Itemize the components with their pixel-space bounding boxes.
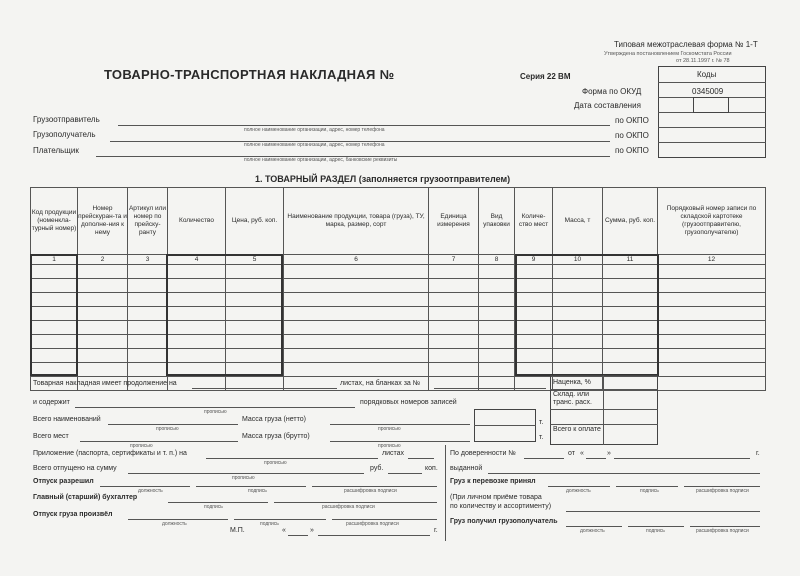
table-cell[interactable]: [78, 279, 128, 293]
table-cell[interactable]: [658, 279, 766, 293]
total-shipped-field[interactable]: [128, 473, 364, 474]
table-cell[interactable]: [658, 363, 766, 377]
header-cell: Артикул или номер по прейску-ранту: [128, 188, 168, 255]
codes-title: Коды: [697, 70, 717, 79]
column-number: 6: [284, 255, 429, 265]
table-cell[interactable]: [284, 349, 429, 363]
form-type-label: Типовая межотраслевая форма № 1-Т: [614, 40, 758, 49]
table-cell[interactable]: [284, 335, 429, 349]
column-number: 5: [226, 255, 284, 265]
table-cell[interactable]: [515, 293, 553, 307]
table-cell[interactable]: [128, 279, 168, 293]
table-cell[interactable]: [603, 265, 658, 279]
table-cell[interactable]: [168, 349, 226, 363]
made-decoding-field[interactable]: [332, 519, 437, 520]
footer-vdivider: [445, 445, 446, 541]
table-cell[interactable]: [553, 279, 603, 293]
forms-number-field[interactable]: [434, 388, 546, 389]
table-cell[interactable]: [479, 335, 515, 349]
section-title: [255, 174, 510, 184]
warehouse-label: Склад. или транс. расх.: [553, 391, 592, 406]
table-cell[interactable]: [479, 307, 515, 321]
made-position-field[interactable]: [128, 519, 228, 520]
attorney-year-label: г.: [756, 450, 760, 457]
header-cell: Сумма, руб. коп.: [603, 188, 658, 255]
table-cell[interactable]: [226, 279, 284, 293]
table-cell[interactable]: [429, 307, 479, 321]
quote-close: »: [310, 527, 314, 534]
made-signature-field[interactable]: [234, 519, 326, 520]
table-cell[interactable]: [78, 349, 128, 363]
table-cell[interactable]: [515, 363, 553, 377]
month-field[interactable]: [318, 535, 430, 536]
accountant-decoding-hint: расшифровка подписи: [322, 504, 375, 510]
table-cell[interactable]: [658, 321, 766, 335]
column-number: 3: [128, 255, 168, 265]
received-signature-hint: подпись: [646, 528, 665, 534]
table-cell[interactable]: [128, 293, 168, 307]
total-shipped-label: Всего отпущено на сумму: [33, 465, 117, 472]
table-row: [31, 349, 766, 363]
made-decoding-hint: расшифровка подписи: [346, 521, 399, 527]
column-number: 8: [479, 255, 515, 265]
table-cell[interactable]: [603, 279, 658, 293]
table-cell[interactable]: [429, 349, 479, 363]
release-position-field[interactable]: [100, 486, 190, 487]
table-cell[interactable]: [603, 321, 658, 335]
table-cell[interactable]: [128, 349, 168, 363]
table-cell[interactable]: [31, 363, 78, 377]
table-cell[interactable]: [226, 265, 284, 279]
table-row: [31, 265, 766, 279]
accountant-decoding-field[interactable]: [274, 502, 437, 503]
payer-okpo-label: по ОКПО: [615, 146, 649, 155]
cargo-received-label: Груз получил грузополучатель: [450, 518, 558, 525]
table-cell[interactable]: [31, 265, 78, 279]
table-cell[interactable]: [429, 335, 479, 349]
table-cell[interactable]: [603, 349, 658, 363]
header-cell: Вид упаковки: [479, 188, 515, 255]
appendix-sheets-field[interactable]: [408, 458, 434, 459]
table-cell[interactable]: [429, 293, 479, 307]
table-cell[interactable]: [168, 279, 226, 293]
table-cell[interactable]: [429, 279, 479, 293]
appendix-label: Приложение (паспорта, сертификаты и т. п.) на: [33, 450, 187, 457]
table-cell[interactable]: [226, 307, 284, 321]
appendix-field[interactable]: [206, 458, 378, 459]
accepted-position-hint: должность: [566, 488, 591, 494]
payer-hint: полное наименование организации, адрес, банковские реквизиты: [244, 157, 398, 163]
total-places-hint: прописью: [130, 443, 153, 449]
records-label: порядковых номеров записей: [360, 399, 457, 406]
okud-value[interactable]: 0345009: [692, 87, 724, 96]
received-signature-field[interactable]: [628, 526, 684, 527]
consignee-hint: полное наименование организации, адрес, номер телефона: [244, 142, 385, 148]
continuation-field[interactable]: [192, 388, 337, 389]
net-weight-hint: прописью: [378, 426, 401, 432]
contains-hint: прописью: [204, 409, 227, 415]
total-places-field[interactable]: [80, 441, 238, 442]
attorney-number-field[interactable]: [524, 458, 564, 459]
shipper-label: Грузоотправитель: [33, 115, 100, 124]
release-signature-field[interactable]: [196, 486, 306, 487]
contains-label: и содержит: [33, 399, 70, 406]
table-cell[interactable]: [78, 335, 128, 349]
payer-label: Плательщик: [33, 146, 79, 155]
accepted-signature-hint: подпись: [640, 488, 659, 494]
table-cell[interactable]: [658, 377, 766, 391]
shipper-field[interactable]: [118, 125, 610, 126]
table-cell[interactable]: [31, 321, 78, 335]
table-cell[interactable]: [603, 293, 658, 307]
section-title-sub: (заполняется грузоотправителем): [358, 174, 511, 184]
table-row: [31, 307, 766, 321]
consignee-label: Грузополучатель: [33, 130, 96, 139]
release-decoding-field[interactable]: [312, 486, 437, 487]
table-header-row: [31, 188, 766, 255]
weight-divider: [474, 425, 536, 426]
received-decoding-field[interactable]: [690, 526, 760, 527]
table-cell[interactable]: [31, 335, 78, 349]
table-cell[interactable]: [603, 307, 658, 321]
release-signature-hint: подпись: [248, 488, 267, 494]
total-items-hint: прописью: [156, 426, 179, 432]
section-title-main: 1. ТОВАРНЫЙ РАЗДЕЛ: [255, 174, 357, 184]
continuation-label: Товарная накладная имеет продолжение на: [33, 380, 177, 387]
table-cell[interactable]: [128, 321, 168, 335]
appendix-sheets-label: листах: [382, 450, 405, 457]
table-cell[interactable]: [515, 265, 553, 279]
accountant-signature-field[interactable]: [168, 502, 268, 503]
table-cell[interactable]: [78, 307, 128, 321]
gross-unit: т.: [539, 434, 544, 441]
gross-weight-field[interactable]: [330, 441, 470, 442]
totals-vdivider: [603, 375, 604, 445]
table-cell[interactable]: [658, 293, 766, 307]
table-cell[interactable]: [515, 349, 553, 363]
column-number: 7: [429, 255, 479, 265]
goods-body: [31, 265, 766, 391]
totals-divider: [550, 389, 658, 390]
table-cell[interactable]: [31, 307, 78, 321]
accepted-position-field[interactable]: [548, 486, 610, 487]
header-cell: Количество: [168, 188, 226, 255]
table-cell[interactable]: [553, 321, 603, 335]
table-cell[interactable]: [479, 363, 515, 377]
okud-label: Форма по ОКУД: [582, 87, 642, 96]
table-cell[interactable]: [429, 321, 479, 335]
personal-accept-line2: по количеству и ассортименту): [450, 503, 552, 510]
rub-label: руб.: [370, 465, 384, 472]
header-cell: Цена, руб. коп.: [226, 188, 284, 255]
table-cell[interactable]: [479, 265, 515, 279]
release-permitted-label: Отпуск разрешил: [33, 478, 94, 485]
header-cell: Порядковый номер записи по складской картотеке (грузоотправителю, грузополучателю): [658, 188, 766, 255]
accepted-decoding-field[interactable]: [684, 486, 760, 487]
accountant-signature-hint: подпись: [204, 504, 223, 510]
kop-label: коп.: [425, 465, 438, 472]
column-number: 10: [553, 255, 603, 265]
net-weight-label: Масса груза (нетто): [242, 416, 306, 423]
contains-field[interactable]: [75, 407, 355, 408]
attorney-day-field[interactable]: [586, 458, 606, 459]
kop-field[interactable]: [388, 473, 422, 474]
made-position-hint: должность: [162, 521, 187, 527]
table-cell[interactable]: [658, 335, 766, 349]
header-cell: Количе-ство мест: [515, 188, 553, 255]
attorney-quote-open: «: [580, 450, 584, 457]
codes-divider: [658, 82, 766, 83]
table-cell[interactable]: [515, 335, 553, 349]
markup-label: Наценка, %: [553, 379, 591, 386]
table-cell[interactable]: [553, 335, 603, 349]
accepted-signature-field[interactable]: [616, 486, 678, 487]
attorney-quote-close: »: [607, 450, 611, 457]
total-items-field[interactable]: [108, 424, 238, 425]
table-cell[interactable]: [284, 363, 429, 377]
table-cell[interactable]: [78, 265, 128, 279]
total-shipped-hint: прописью: [232, 475, 255, 481]
table-row: [31, 293, 766, 307]
made-signature-hint: подпись: [260, 521, 279, 527]
table-cell[interactable]: [78, 293, 128, 307]
table-cell[interactable]: [479, 279, 515, 293]
personal-accept-field[interactable]: [566, 511, 760, 512]
table-cell[interactable]: [31, 279, 78, 293]
date-cell[interactable]: [693, 97, 729, 113]
table-cell[interactable]: [284, 321, 429, 335]
column-number: 9: [515, 255, 553, 265]
table-row: [31, 321, 766, 335]
chief-accountant-label: Главный (старший) бухгалтер: [33, 494, 138, 501]
table-cell[interactable]: [226, 363, 284, 377]
table-cell[interactable]: [31, 293, 78, 307]
table-cell[interactable]: [429, 363, 479, 377]
quote-open: «: [282, 527, 286, 534]
table-cell[interactable]: [284, 265, 429, 279]
table-cell[interactable]: [78, 321, 128, 335]
net-weight-field[interactable]: [330, 424, 470, 425]
date-label: Дата составления: [574, 101, 641, 110]
document-title: ТОВАРНО-ТРАНСПОРТНАЯ НАКЛАДНАЯ №: [104, 67, 395, 82]
from-label: от: [568, 450, 575, 457]
appendix-hint: прописью: [264, 460, 287, 466]
table-cell[interactable]: [226, 349, 284, 363]
received-decoding-hint: расшифровка подписи: [696, 528, 749, 534]
shipper-hint: полное наименование организации, адрес, номер телефона: [244, 127, 385, 133]
received-position-field[interactable]: [566, 526, 622, 527]
table-cell[interactable]: [515, 279, 553, 293]
table-cell[interactable]: [128, 363, 168, 377]
release-position-hint: должность: [138, 488, 163, 494]
attorney-label: По доверенности №: [450, 450, 516, 457]
table-cell[interactable]: [479, 293, 515, 307]
table-cell[interactable]: [284, 293, 429, 307]
table-row: [31, 279, 766, 293]
year-label: г.: [434, 527, 438, 534]
column-number: 11: [603, 255, 658, 265]
header-cell: Единица измерения: [429, 188, 479, 255]
consignee-okpo-label: по ОКПО: [615, 131, 649, 140]
totals-divider: [550, 409, 658, 410]
table-cell[interactable]: [658, 307, 766, 321]
table-row: [31, 335, 766, 349]
table-cell[interactable]: [515, 321, 553, 335]
table-cell[interactable]: [168, 293, 226, 307]
net-unit: т.: [539, 419, 544, 426]
header-cell: Номер прейскуран-та и дополне-ния к нему: [78, 188, 128, 255]
issued-label: выданной: [450, 465, 483, 472]
table-cell[interactable]: [128, 265, 168, 279]
approval-line-1: Утверждена постановлением Госкомстата России: [604, 51, 732, 57]
table-cell[interactable]: [553, 349, 603, 363]
table-cell[interactable]: [78, 363, 128, 377]
attorney-month-field[interactable]: [614, 458, 750, 459]
table-cell[interactable]: [31, 349, 78, 363]
received-position-hint: должность: [580, 528, 605, 534]
table-cell[interactable]: [515, 307, 553, 321]
cargo-accepted-label: Груз к перевозке принял: [450, 478, 536, 485]
totals-divider: [550, 424, 658, 425]
codes-divider: [658, 127, 766, 128]
gross-weight-label: Масса груза (брутто): [242, 433, 310, 440]
release-decoding-hint: расшифровка подписи: [344, 488, 397, 494]
codes-divider: [658, 142, 766, 143]
table-cell[interactable]: [658, 265, 766, 279]
total-pay-label: Всего к оплате: [553, 426, 601, 433]
table-cell[interactable]: [553, 293, 603, 307]
total-items-label: Всего наименований: [33, 416, 101, 423]
column-number: 1: [31, 255, 78, 265]
table-cell[interactable]: [168, 307, 226, 321]
table-cell[interactable]: [226, 321, 284, 335]
issued-field[interactable]: [488, 473, 760, 474]
gross-weight-hint: прописью: [378, 443, 401, 449]
column-number: 12: [658, 255, 766, 265]
table-cell[interactable]: [168, 363, 226, 377]
table-cell[interactable]: [284, 279, 429, 293]
table-cell[interactable]: [128, 307, 168, 321]
sheets-forms-label: листах, на бланках за №: [340, 380, 421, 387]
stamp-label: М.П.: [230, 527, 245, 534]
table-cell[interactable]: [553, 265, 603, 279]
table-cell[interactable]: [479, 321, 515, 335]
series-label: Серия 22 ВМ: [520, 72, 571, 81]
accepted-decoding-hint: расшифровка подписи: [696, 488, 749, 494]
table-cell[interactable]: [479, 349, 515, 363]
shipper-okpo-label: по ОКПО: [615, 116, 649, 125]
goods-table: [30, 187, 766, 391]
table-number-row: [31, 255, 766, 265]
release-made-label: Отпуск груза произвёл: [33, 511, 113, 518]
day-field[interactable]: [288, 535, 308, 536]
header-cell: Код продукции (номенкла-турный номер): [31, 188, 78, 255]
table-cell[interactable]: [226, 293, 284, 307]
table-cell[interactable]: [553, 307, 603, 321]
table-cell[interactable]: [429, 265, 479, 279]
table-cell[interactable]: [128, 335, 168, 349]
header-cell: Наименование продукции, товара (груза), ТУ, марка, размер, сорт: [284, 188, 429, 255]
header-cell: Масса, т: [553, 188, 603, 255]
column-number: 2: [78, 255, 128, 265]
table-cell[interactable]: [658, 349, 766, 363]
table-cell[interactable]: [226, 335, 284, 349]
table-cell[interactable]: [603, 335, 658, 349]
table-cell[interactable]: [168, 321, 226, 335]
column-number: 4: [168, 255, 226, 265]
total-places-label: Всего мест: [33, 433, 69, 440]
personal-accept-line1: (При личном приёме товара: [450, 494, 542, 501]
table-cell[interactable]: [168, 265, 226, 279]
table-cell[interactable]: [168, 335, 226, 349]
approval-line-2: от 28.11.1997 г. № 78: [676, 58, 730, 64]
table-cell[interactable]: [284, 307, 429, 321]
